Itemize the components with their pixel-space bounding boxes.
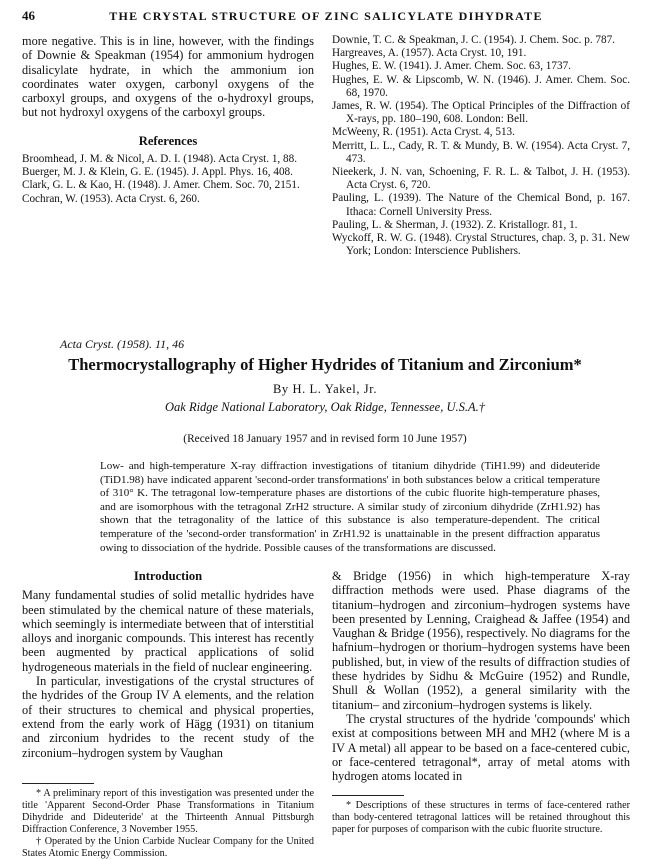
reference-item: Hughes, E. W. (1941). J. Amer. Chem. Soc. 63, 1737. bbox=[332, 60, 571, 73]
footnote: * Descriptions of these structures in terms of face-centered rather than body-centered tetragonal lattices will be retained throughout this paper for purposes of comparison with the cubic fluorite structure. bbox=[332, 800, 630, 835]
reference-item: Pauling, L. & Sherman, J. (1932). Z. Kristallogr. 81, 1. bbox=[332, 218, 578, 231]
reference-item: James, R. W. (1954). The Optical Principles of the Diffraction of X-rays, pp. 180–190, 608. London: Bell. bbox=[332, 100, 630, 126]
footnote-rule bbox=[332, 795, 404, 796]
footnote: † Operated by the Union Carbide Nuclear Company for the United States Atomic Energy Commission. bbox=[22, 836, 314, 859]
running-header bbox=[22, 8, 630, 30]
introduction-right-column bbox=[332, 569, 630, 783]
reference-item: Pauling, L. (1939). The Nature of the Chemical Bond, p. 167. Ithaca: Cornell University Press. bbox=[332, 192, 630, 218]
body-paragraph: The crystal structures of the hydride 'compounds' which exist at compositions between MH and MH2 (where M is a IV A metal) all appear to be based on a face-centered cubic, or face-centered tetragonal*, array of metal atoms with hydrogen atoms located in bbox=[332, 711, 630, 784]
reference-item: Broomhead, J. M. & Nicol, A. D. I. (1948). Acta Cryst. 1, 88. bbox=[22, 153, 297, 166]
footnote-rule bbox=[22, 783, 94, 784]
reference-item: Wyckoff, R. W. G. (1948). Crystal Structures, chap. 3, p. 31. New York; London: Interscience Publishers. bbox=[332, 232, 630, 258]
previous-article-left-column bbox=[22, 34, 314, 206]
references-heading: References bbox=[138, 133, 198, 148]
introduction-heading: Introduction bbox=[133, 569, 203, 583]
reference-item: Nieekerk, J. N. van, Schoening, F. R. L. & Talbot, J. H. (1953). Acta Cryst. 6, 720. bbox=[332, 166, 630, 192]
reference-item: Clark, G. L. & Kao, H. (1948). J. Amer. Chem. Soc. 70, 2151. bbox=[22, 179, 300, 192]
reference-item: McWeeny, R. (1951). Acta Cryst. 4, 513. bbox=[332, 126, 515, 139]
reference-item: Hughes, E. W. & Lipscomb, W. N. (1946). J. Amer. Chem. Soc. 68, 1970. bbox=[332, 73, 630, 99]
running-title: THE CRYSTAL STRUCTURE OF ZINC SALICYLATE DIHYDRATE bbox=[109, 9, 543, 23]
reference-item: Buerger, M. J. & Klein, G. E. (1945). J. Appl. Phys. 16, 408. bbox=[22, 166, 293, 179]
article-author: By H. L. Yakel, Jr. bbox=[272, 382, 378, 396]
footnote: * A preliminary report of this investigation was presented under the title 'Apparent Second-Order Phase Transformations in Titanium Dihydride and Dideuteride' at the Thirteenth Annual Pittsburgh Diffraction Conference, 3 November 1955. bbox=[22, 788, 314, 835]
references-list-right bbox=[332, 34, 630, 258]
page-number: 46 bbox=[22, 8, 35, 23]
abstract: Low- and high-temperature X-ray diffraction investigations of titanium dihydride (TiH1.99) and dideuteride (TiD1.98) have indicated apparent 'second-order transformations' in both substances below a critical temperature of 310° K. The tetragonal low-temperature phases are distortions of the cubic fluorite high-temperature phases, and are isomorphous with the tetragonal ZrH2 structure. A similar study of zirconium dihydride (ZrH1.92) has shown that the tetragonality of the lattice of this substance is also temperature-dependent. The critical temperature of the 'second-order transformation' in ZrH1.92 is unattainable in the present diffraction apparatus owing to dissociation of the hydride. Possible causes of the transformations are discussed. bbox=[100, 460, 600, 554]
body-paragraph: Many fundamental studies of solid metallic hydrides have been stimulated by the chemical nature of these materials, which seemingly is intermediate between that of interstitial alloys and inorganic compounds. This interest has recently been augmented by practical applications of solid hydrogeneous materials in the field of nuclear engineering. bbox=[22, 588, 314, 674]
reference-item: Merritt, L. L., Cady, R. T. & Mundy, B. W. (1954). Acta Cryst. 7, 473. bbox=[332, 139, 630, 165]
reference-item: Hargreaves, A. (1957). Acta Cryst. 10, 191. bbox=[332, 47, 527, 60]
introduction-left-column bbox=[22, 569, 314, 760]
article-title: Thermocrystallography of Higher Hydrides of Titanium and Zirconium* bbox=[68, 355, 582, 374]
footnotes-left bbox=[22, 783, 314, 860]
received-dates: (Received 18 January 1957 and in revised form 10 June 1957) bbox=[183, 433, 467, 445]
article-affiliation: Oak Ridge National Laboratory, Oak Ridge, Tennessee, U.S.A.† bbox=[165, 400, 485, 414]
body-paragraph: In particular, investigations of the crystal structures of the hydrides of the Group IV A elements, and the relation of their structures to chemical and physical properties, extend from the early work of Hägg (1931) on titanium and zirconium hydrides to the recent study of the zirconium–hydrogen system by Vaughan bbox=[22, 674, 314, 760]
article-citation: Acta Cryst. (1958). 11, 46 bbox=[60, 337, 185, 351]
references-list-left bbox=[22, 153, 314, 206]
previous-article-closing-paragraph: more negative. This is in line, however, with the findings of Downie & Speakman (1954) for ammonium hydrogen disalicylate hydrate, in which the ammonium ion coordinates water oxygen, carbonyl oxygens of the carboxyl groups, and oxygens of the o-hydroxyl groups, but not hydroxyl oxygens of the carboxyl groups. bbox=[22, 34, 314, 120]
body-paragraph: & Bridge (1956) in which high-temperature X-ray diffraction methods were used. Phase diagrams of the titanium–hydrogen and zirconium–hydrogen systems have been presented by Lenning, Craighead & Jaffee (1954) and Vaughan & Bridge (1956), respectively. No diagrams for the hafnium–hydrogen or thorium–hydrogen systems have been published, but, in view of the results of diffraction studies of these hydrides by Sidhu & McGuire (1952) and Rundle, Shull & Wollan (1952), a general similarity with the titanium– and zirconium–hydrogen systems is likely. bbox=[332, 569, 630, 712]
reference-item: Downie, T. C. & Speakman, J. C. (1954). J. Chem. Soc. p. 787. bbox=[332, 34, 615, 46]
footnote-right bbox=[332, 795, 630, 836]
reference-item: Cochran, W. (1953). Acta Cryst. 6, 260. bbox=[22, 192, 200, 205]
